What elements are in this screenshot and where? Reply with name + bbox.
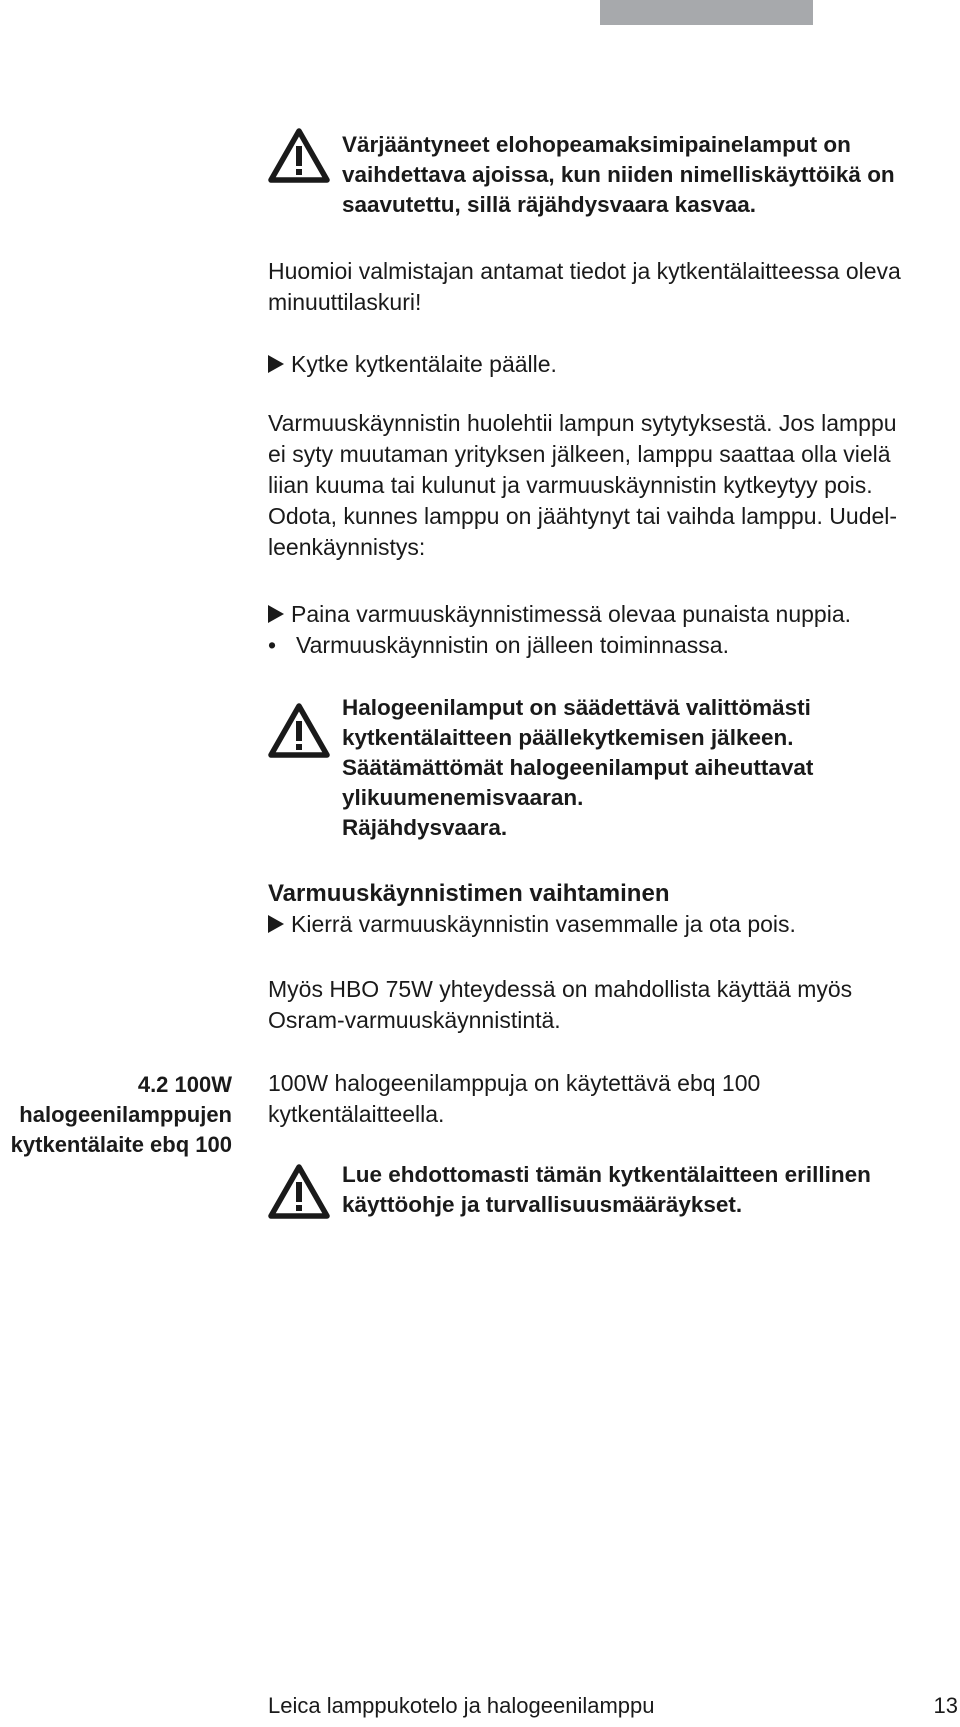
para-1-line-1: Varmuuskäynnistin huolehtii lampun sytytyksestä. Jos lamppu (268, 410, 897, 436)
bullet-dot-icon: • (268, 632, 277, 658)
bullet-1-text: Varmuuskäynnistin on jälleen toiminnassa. (296, 632, 729, 658)
note-paragraph-1 (268, 256, 908, 318)
side-heading-line-1: 4.2 100W (137, 1072, 232, 1097)
section-replace-starter (268, 878, 908, 940)
step-1 (268, 349, 908, 380)
para-2-line-2: Osram-varmuuskäynnistintä. (268, 1007, 561, 1033)
note-1-line-2: minuuttilaskuri! (268, 289, 422, 315)
paragraph-1 (268, 408, 908, 563)
warning-triangle-icon (268, 703, 330, 759)
arrow-right-icon (268, 915, 284, 933)
step-3-text: Kierrä varmuuskäynnistin vasemmalle ja ota pois. (291, 911, 796, 937)
para-1-line-4: Odota, kunnes lamppu on jäähtynyt tai vaihda lamppu. Uudel- (268, 503, 898, 529)
arrow-right-icon (268, 605, 284, 623)
side-heading-line-3: kytkentälaite ebq 100 (10, 1132, 232, 1157)
note-1-line-1: Huomioi valmistajan antamat tiedot ja kytkentälaitteessa oleva (268, 258, 901, 284)
paragraph-2 (268, 974, 908, 1036)
warning-2-line-3: Säätämättömät halogeenilamput aiheuttavat (342, 755, 814, 780)
warning-2-line-2: kytkentälaitteen päällekytkemisen jälkeen. (342, 725, 794, 750)
paragraph-3 (268, 1068, 908, 1130)
page-footer (268, 1693, 958, 1719)
warning-3-line-1: Lue ehdottomasti tämän kytkentälaitteen erillinen (342, 1162, 871, 1187)
warning-triangle-icon (268, 128, 330, 184)
section-heading: Varmuuskäynnistimen vaihtaminen (268, 880, 670, 907)
arrow-right-icon (268, 355, 284, 373)
page-number: 13 (933, 1693, 958, 1718)
side-section-heading (0, 1070, 232, 1160)
para-1-line-5: leenkäynnistys: (268, 534, 426, 560)
warning-2-line-1: Halogeenilamput on säädettävä valittömästi (342, 695, 811, 720)
section-tab-marker (600, 0, 813, 25)
side-heading-line-2: halogeenilamppujen (19, 1102, 232, 1127)
footer-title: Leica lamppukotelo ja halogeenilamppu (268, 1693, 655, 1718)
warning-3-line-2: käyttöohje ja turvallisuusmääräykset. (342, 1192, 743, 1217)
warning-2-line-4: ylikuumenemisvaaran. (342, 785, 584, 810)
para-3-line-2: kytkentälaitteella. (268, 1101, 445, 1127)
warning-1-line-1: Värjääntyneet elohopeamaksimipainelamput on (342, 132, 851, 157)
para-1-line-3: liian kuuma tai kulunut ja varmuuskäynnistin kytkeytyy pois. (268, 472, 873, 498)
warning-1-line-2: vaihdettava ajoissa, kun niiden nimelliskäyttöikä on (342, 162, 895, 187)
step-2-text: Paina varmuuskäynnistimessä olevaa punaista nuppia. (291, 601, 851, 627)
warning-triangle-icon (268, 1164, 330, 1220)
para-2-line-1: Myös HBO 75W yhteydessä on mahdollista käyttää myös (268, 976, 853, 1002)
step-1-text: Kytke kytkentälaite päälle. (291, 351, 557, 377)
warning-1-line-3: saavutettu, sillä räjähdysvaara kasvaa. (342, 192, 757, 217)
para-1-line-2: ei syty muutaman yrityksen jälkeen, lamppu saattaa olla vielä (268, 441, 891, 467)
warning-2-line-5: Räjähdysvaara. (342, 815, 508, 840)
para-3-line-1: 100W halogeenilamppuja on käytettävä ebq 100 (268, 1070, 761, 1096)
step-2-group (268, 599, 908, 661)
